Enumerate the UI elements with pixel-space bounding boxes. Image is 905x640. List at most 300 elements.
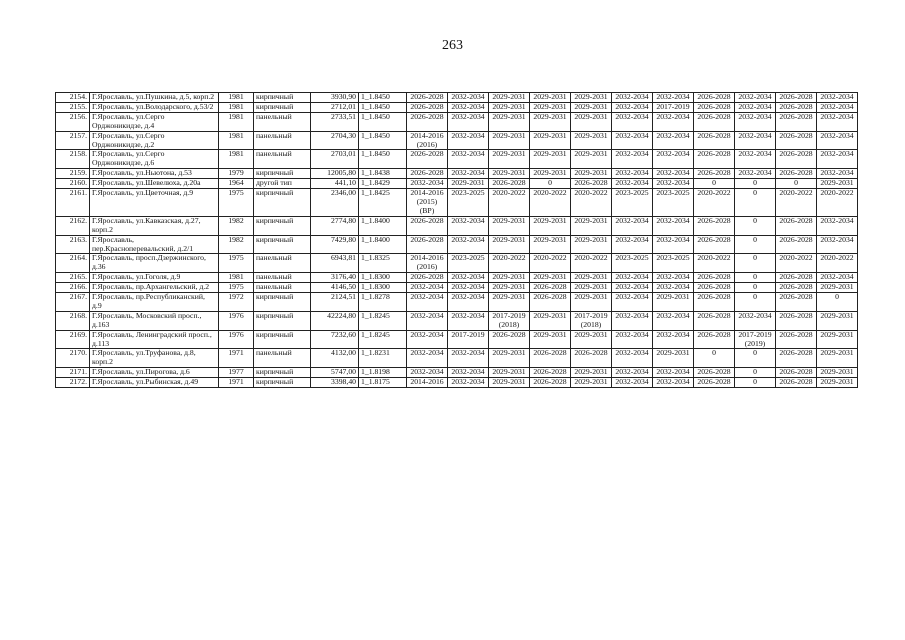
row-number-cell: 2165. [56,273,90,283]
repair-period-cell: 2026-2028 [694,283,735,293]
repair-period-cell: 2032-2034 [448,378,489,388]
table-row [56,293,858,312]
repair-period-cell: 2032-2034 [448,293,489,312]
coefficient-cell: 1_1.8231 [359,349,407,368]
repair-period-cell: 2032-2034 [653,235,694,254]
address-cell: Г.Ярославль, пр.Республиканский, д.9 [90,293,219,312]
repair-period-cell: 2023-2025 [448,254,489,273]
repair-period-cell: 2029-2031 [571,216,612,235]
repair-period-cell: 2029-2031 [571,273,612,283]
repair-period-cell: 2032-2034 [817,131,858,150]
repair-period-cell: 2032-2034 [612,216,653,235]
row-number-cell: 2161. [56,189,90,217]
repair-period-cell: 2032-2034 [448,273,489,283]
repair-period-cell: 2029-2031 [571,378,612,388]
repair-period-cell: 2026-2028 [694,378,735,388]
repair-period-cell: 2026-2028 [694,216,735,235]
repair-period-cell: 2020-2022 [571,254,612,273]
repair-period-cell: 2032-2034 [448,283,489,293]
wall-material-cell: панельный [254,112,311,131]
build-year-cell: 1976 [219,311,254,330]
repair-period-cell: 2026-2028 [489,330,530,349]
repair-period-cell: 2032-2034 [735,150,776,169]
repair-period-cell: 2029-2031 [530,112,571,131]
repair-period-cell: 2032-2034 [612,293,653,312]
coefficient-cell: 1_1.8425 [359,189,407,217]
repair-period-cell: 2029-2031 [489,112,530,131]
repair-period-cell: 2032-2034 [653,216,694,235]
coefficient-cell: 1_1.8245 [359,311,407,330]
repair-period-cell: 2026-2028 [776,330,817,349]
wall-material-cell: другой тип [254,179,311,189]
repair-period-cell: 2032-2034 [612,169,653,179]
address-cell: Г.Ярославль, ул.Цветочная, д.9 [90,189,219,217]
repair-period-cell: 2029-2031 [530,102,571,112]
repair-period-cell: 2026-2028 [407,102,448,112]
wall-material-cell: кирпичный [254,330,311,349]
repair-period-cell: 0 [735,378,776,388]
repair-period-cell: 2029-2031 [489,102,530,112]
repair-period-cell: 2014-2016 (2016) [407,254,448,273]
repair-period-cell: 0 [735,293,776,312]
address-cell: Г.Ярославль, ул.Пушкина, д.5, корп.2 [90,93,219,103]
build-year-cell: 1981 [219,93,254,103]
build-year-cell: 1981 [219,102,254,112]
repair-period-cell: 2020-2022 [694,254,735,273]
repair-period-cell: 2026-2028 [694,330,735,349]
repair-period-cell: 2032-2034 [817,150,858,169]
coefficient-cell: 1_1.8450 [359,131,407,150]
build-year-cell: 1981 [219,131,254,150]
repair-period-cell: 2032-2034 [612,378,653,388]
table-row [56,150,858,169]
repair-period-cell: 2032-2034 [612,311,653,330]
table-row [56,368,858,378]
repair-period-cell: 2026-2028 [776,349,817,368]
build-year-cell: 1982 [219,216,254,235]
repair-period-cell: 2029-2031 [489,93,530,103]
repair-period-cell: 2032-2034 [612,349,653,368]
repair-period-cell: 2032-2034 [407,330,448,349]
repair-period-cell: 2026-2028 [776,216,817,235]
total-area-cell: 5747,00 [311,368,359,378]
repair-period-cell: 2029-2031 [571,131,612,150]
row-number-cell: 2166. [56,283,90,293]
repair-period-cell: 2032-2034 [735,93,776,103]
address-cell: Г.Ярославль, ул.Кавказская, д.27, корп.2 [90,216,219,235]
repair-period-cell: 2026-2028 [571,349,612,368]
repair-period-cell: 2032-2034 [735,102,776,112]
address-cell: Г.Ярославль, ул.Серго Орджоникидзе, д.4 [90,112,219,131]
build-year-cell: 1976 [219,330,254,349]
repair-period-cell: 2026-2028 [407,93,448,103]
address-cell: Г.Ярославль, пр.Архангельский, д.2 [90,283,219,293]
build-year-cell: 1981 [219,273,254,283]
repair-period-cell: 2032-2034 [653,330,694,349]
repair-period-cell: 2026-2028 [776,378,817,388]
total-area-cell: 2346,00 [311,189,359,217]
build-year-cell: 1981 [219,112,254,131]
repair-period-cell: 2026-2028 [530,368,571,378]
build-year-cell: 1979 [219,169,254,179]
repair-period-cell: 2026-2028 [776,169,817,179]
repair-period-cell: 0 [530,179,571,189]
repair-period-cell: 2020-2022 [489,189,530,217]
repair-period-cell: 2026-2028 [694,93,735,103]
coefficient-cell: 1_1.8198 [359,368,407,378]
repair-period-cell: 2032-2034 [653,378,694,388]
repair-period-cell: 2026-2028 [776,368,817,378]
coefficient-cell: 1_1.8438 [359,169,407,179]
repair-period-cell: 2029-2031 [489,150,530,169]
repair-period-cell: 2026-2028 [776,93,817,103]
build-year-cell: 1975 [219,283,254,293]
repair-period-cell: 2032-2034 [817,169,858,179]
repair-period-cell: 0 [735,179,776,189]
repair-period-cell: 2020-2022 [776,189,817,217]
row-number-cell: 2159. [56,169,90,179]
repair-period-cell: 2032-2034 [735,112,776,131]
repair-period-cell: 2014-2016 [407,378,448,388]
table-row [56,131,858,150]
repair-period-cell: 2032-2034 [407,179,448,189]
total-area-cell: 7429,80 [311,235,359,254]
repair-period-cell: 2023-2025 [612,254,653,273]
row-number-cell: 2167. [56,293,90,312]
repair-period-cell: 2032-2034 [653,283,694,293]
total-area-cell: 2733,51 [311,112,359,131]
repair-period-cell: 2032-2034 [407,349,448,368]
repair-period-cell: 2032-2034 [612,93,653,103]
coefficient-cell: 1_1.8400 [359,235,407,254]
table-row [56,102,858,112]
table-row [56,273,858,283]
address-cell: Г.Ярославль, Московский просп., д.163 [90,311,219,330]
wall-material-cell: кирпичный [254,235,311,254]
repair-period-cell: 2029-2031 [489,349,530,368]
repair-period-cell: 2029-2031 [530,131,571,150]
row-number-cell: 2171. [56,368,90,378]
address-cell: Г.Ярославль, ул.Гоголя, д.9 [90,273,219,283]
row-number-cell: 2172. [56,378,90,388]
row-number-cell: 2157. [56,131,90,150]
table-row [56,112,858,131]
row-number-cell: 2154. [56,93,90,103]
wall-material-cell: панельный [254,150,311,169]
repair-period-cell: 2032-2034 [448,235,489,254]
total-area-cell: 441,10 [311,179,359,189]
total-area-cell: 3930,90 [311,93,359,103]
build-year-cell: 1975 [219,189,254,217]
total-area-cell: 2704,30 [311,131,359,150]
build-year-cell: 1981 [219,150,254,169]
row-number-cell: 2170. [56,349,90,368]
repair-period-cell: 2029-2031 [530,169,571,179]
repair-period-cell: 2032-2034 [612,112,653,131]
build-year-cell: 1971 [219,378,254,388]
housing-repair-schedule-table [55,92,858,388]
total-area-cell: 6943,81 [311,254,359,273]
address-cell: Г.Ярославль, ул.Серго Орджоникидзе, д.6 [90,150,219,169]
repair-period-cell: 2029-2031 [530,150,571,169]
repair-period-cell: 2023-2025 [448,189,489,217]
repair-period-cell: 2026-2028 [489,179,530,189]
wall-material-cell: кирпичный [254,216,311,235]
repair-period-cell: 2023-2025 [653,254,694,273]
repair-period-cell: 2032-2034 [612,179,653,189]
row-number-cell: 2155. [56,102,90,112]
repair-period-cell: 2032-2034 [448,368,489,378]
table-row [56,311,858,330]
table-row [56,330,858,349]
repair-period-cell: 2032-2034 [448,131,489,150]
repair-period-cell: 2032-2034 [817,235,858,254]
coefficient-cell: 1_1.8450 [359,93,407,103]
repair-period-cell: 2014-2016 (2015) (ВР) [407,189,448,217]
repair-period-cell: 2026-2028 [694,235,735,254]
total-area-cell: 7232,60 [311,330,359,349]
repair-period-cell: 2029-2031 [817,349,858,368]
wall-material-cell: панельный [254,131,311,150]
repair-period-cell: 2026-2028 [776,112,817,131]
address-cell: Г.Ярославль, Ленинградский просп., д.113 [90,330,219,349]
repair-period-cell: 2026-2028 [530,378,571,388]
row-number-cell: 2160. [56,179,90,189]
address-cell: Г.Ярославль, ул.Володарского, д.53/2 [90,102,219,112]
repair-period-cell: 2032-2034 [612,368,653,378]
repair-period-cell: 2029-2031 [653,293,694,312]
repair-period-cell: 0 [735,189,776,217]
total-area-cell: 4146,50 [311,283,359,293]
repair-period-cell: 0 [817,293,858,312]
repair-period-cell: 2029-2031 [817,330,858,349]
repair-period-cell: 2032-2034 [407,283,448,293]
repair-period-cell: 2020-2022 [817,254,858,273]
address-cell: Г.Ярославль, ул.Пирогова, д.6 [90,368,219,378]
table-row [56,283,858,293]
repair-period-cell: 2014-2016 (2016) [407,131,448,150]
build-year-cell: 1972 [219,293,254,312]
repair-period-cell: 2026-2028 [694,311,735,330]
page-number: 263 [442,38,463,53]
address-cell: Г.Ярославль, пер.Красноперевальский, д.2/1 [90,235,219,254]
row-number-cell: 2168. [56,311,90,330]
coefficient-cell: 1_1.8175 [359,378,407,388]
repair-period-cell: 2029-2031 [530,311,571,330]
repair-period-cell: 2029-2031 [571,93,612,103]
table-row [56,349,858,368]
table-body [56,93,858,388]
repair-period-cell: 2029-2031 [817,378,858,388]
wall-material-cell: панельный [254,283,311,293]
repair-period-cell: 2032-2034 [653,368,694,378]
repair-period-cell: 2026-2028 [407,273,448,283]
repair-period-cell: 2032-2034 [653,150,694,169]
coefficient-cell: 1_1.8400 [359,216,407,235]
total-area-cell: 42224,80 [311,311,359,330]
repair-period-cell: 2029-2031 [817,283,858,293]
repair-period-cell: 2032-2034 [817,273,858,283]
repair-period-cell: 2032-2034 [448,150,489,169]
repair-period-cell: 0 [735,216,776,235]
repair-period-cell: 2032-2034 [653,169,694,179]
build-year-cell: 1975 [219,254,254,273]
wall-material-cell: панельный [254,254,311,273]
repair-period-cell: 2026-2028 [407,112,448,131]
repair-period-cell: 2026-2028 [407,235,448,254]
repair-period-cell: 2026-2028 [694,131,735,150]
row-number-cell: 2158. [56,150,90,169]
repair-period-cell: 2017-2019 (2019) [735,330,776,349]
repair-period-cell: 2026-2028 [694,273,735,283]
repair-period-cell: 2029-2031 [571,169,612,179]
repair-period-cell: 2032-2034 [817,102,858,112]
repair-period-cell: 2032-2034 [653,311,694,330]
repair-period-cell: 2032-2034 [612,150,653,169]
repair-period-cell: 2026-2028 [530,293,571,312]
total-area-cell: 12005,80 [311,169,359,179]
repair-period-cell: 2032-2034 [612,283,653,293]
repair-period-cell: 2032-2034 [817,112,858,131]
wall-material-cell: кирпичный [254,368,311,378]
repair-period-cell: 2017-2019 [653,102,694,112]
repair-period-cell: 2032-2034 [735,169,776,179]
coefficient-cell: 1_1.8450 [359,112,407,131]
row-number-cell: 2163. [56,235,90,254]
repair-period-cell: 2020-2022 [489,254,530,273]
repair-period-cell: 2032-2034 [817,93,858,103]
repair-period-cell: 2026-2028 [776,150,817,169]
repair-period-cell: 2029-2031 [571,330,612,349]
repair-period-cell: 2029-2031 [817,179,858,189]
table-row [56,93,858,103]
repair-period-cell: 2032-2034 [735,311,776,330]
coefficient-cell: 1_1.8245 [359,330,407,349]
repair-period-cell: 0 [694,179,735,189]
repair-period-cell: 2026-2028 [776,293,817,312]
repair-period-cell: 2026-2028 [776,311,817,330]
total-area-cell: 2703,01 [311,150,359,169]
repair-period-cell: 2026-2028 [776,273,817,283]
coefficient-cell: 1_1.8325 [359,254,407,273]
repair-period-cell: 2032-2034 [407,311,448,330]
repair-period-cell: 2032-2034 [817,216,858,235]
total-area-cell: 2712,01 [311,102,359,112]
repair-period-cell: 2032-2034 [448,169,489,179]
repair-period-cell: 2032-2034 [448,216,489,235]
repair-period-cell: 2032-2034 [448,93,489,103]
repair-period-cell: 0 [735,273,776,283]
repair-period-cell: 2029-2031 [653,349,694,368]
repair-period-cell: 2029-2031 [489,378,530,388]
table-row [56,254,858,273]
repair-period-cell: 2032-2034 [612,102,653,112]
coefficient-cell: 1_1.8300 [359,273,407,283]
repair-period-cell: 2029-2031 [571,112,612,131]
repair-period-cell: 2029-2031 [571,293,612,312]
repair-period-cell: 2032-2034 [653,179,694,189]
wall-material-cell: кирпичный [254,189,311,217]
repair-period-cell: 2026-2028 [694,112,735,131]
repair-period-cell: 2026-2028 [407,169,448,179]
repair-period-cell: 0 [735,349,776,368]
repair-period-cell: 0 [735,283,776,293]
repair-period-cell: 2032-2034 [653,273,694,283]
repair-period-cell: 2026-2028 [776,131,817,150]
row-number-cell: 2164. [56,254,90,273]
build-year-cell: 1971 [219,349,254,368]
repair-period-cell: 2029-2031 [489,273,530,283]
address-cell: Г.Ярославль, ул.Ньютона, д.53 [90,169,219,179]
row-number-cell: 2156. [56,112,90,131]
repair-period-cell: 2017-2019 (2018) [489,311,530,330]
repair-period-cell: 2032-2034 [612,330,653,349]
repair-period-cell: 2032-2034 [612,131,653,150]
repair-period-cell: 0 [735,235,776,254]
repair-period-cell: 2032-2034 [653,112,694,131]
repair-period-cell: 2032-2034 [448,102,489,112]
wall-material-cell: кирпичный [254,102,311,112]
table-row [56,179,858,189]
wall-material-cell: кирпичный [254,93,311,103]
repair-period-cell: 2029-2031 [571,102,612,112]
repair-period-cell: 2029-2031 [489,216,530,235]
address-cell: Г.Ярославль, ул.Серго Орджоникидзе, д.2 [90,131,219,150]
repair-period-cell: 2026-2028 [776,283,817,293]
repair-period-cell: 2029-2031 [489,169,530,179]
table-row [56,216,858,235]
repair-period-cell: 2029-2031 [489,293,530,312]
repair-period-cell: 2032-2034 [448,311,489,330]
repair-period-cell: 2029-2031 [489,235,530,254]
total-area-cell: 3398,40 [311,378,359,388]
repair-period-cell: 2026-2028 [694,169,735,179]
repair-period-cell: 2032-2034 [448,112,489,131]
coefficient-cell: 1_1.8300 [359,283,407,293]
repair-period-cell: 2029-2031 [571,235,612,254]
repair-period-cell: 2020-2022 [571,189,612,217]
repair-period-cell: 0 [735,254,776,273]
repair-period-cell: 2020-2022 [530,254,571,273]
repair-period-cell: 2032-2034 [612,273,653,283]
total-area-cell: 2774,80 [311,216,359,235]
repair-period-cell: 2029-2031 [571,368,612,378]
repair-period-cell: 2026-2028 [694,293,735,312]
repair-period-cell: 2029-2031 [530,93,571,103]
repair-period-cell: 2029-2031 [817,368,858,378]
repair-period-cell: 0 [776,179,817,189]
repair-period-cell: 2026-2028 [694,368,735,378]
repair-period-cell: 2026-2028 [694,150,735,169]
address-cell: Г.Ярославль, просп.Дзержинского, д.36 [90,254,219,273]
address-cell: Г.Ярославль, ул.Рыбинская, д.49 [90,378,219,388]
wall-material-cell: кирпичный [254,293,311,312]
repair-period-cell: 2026-2028 [530,283,571,293]
total-area-cell: 2124,51 [311,293,359,312]
repair-period-cell: 2029-2031 [571,150,612,169]
repair-period-cell: 2026-2028 [776,102,817,112]
repair-period-cell: 2026-2028 [407,216,448,235]
repair-period-cell: 2020-2022 [694,189,735,217]
repair-period-cell: 2029-2031 [489,368,530,378]
repair-period-cell: 2029-2031 [489,283,530,293]
address-cell: Г.Ярославль, ул.Шевелюха, д.20а [90,179,219,189]
repair-period-cell: 2029-2031 [817,311,858,330]
repair-period-cell: 2029-2031 [530,273,571,283]
table-row [56,189,858,217]
repair-period-cell: 2020-2022 [530,189,571,217]
repair-period-cell: 2026-2028 [694,102,735,112]
